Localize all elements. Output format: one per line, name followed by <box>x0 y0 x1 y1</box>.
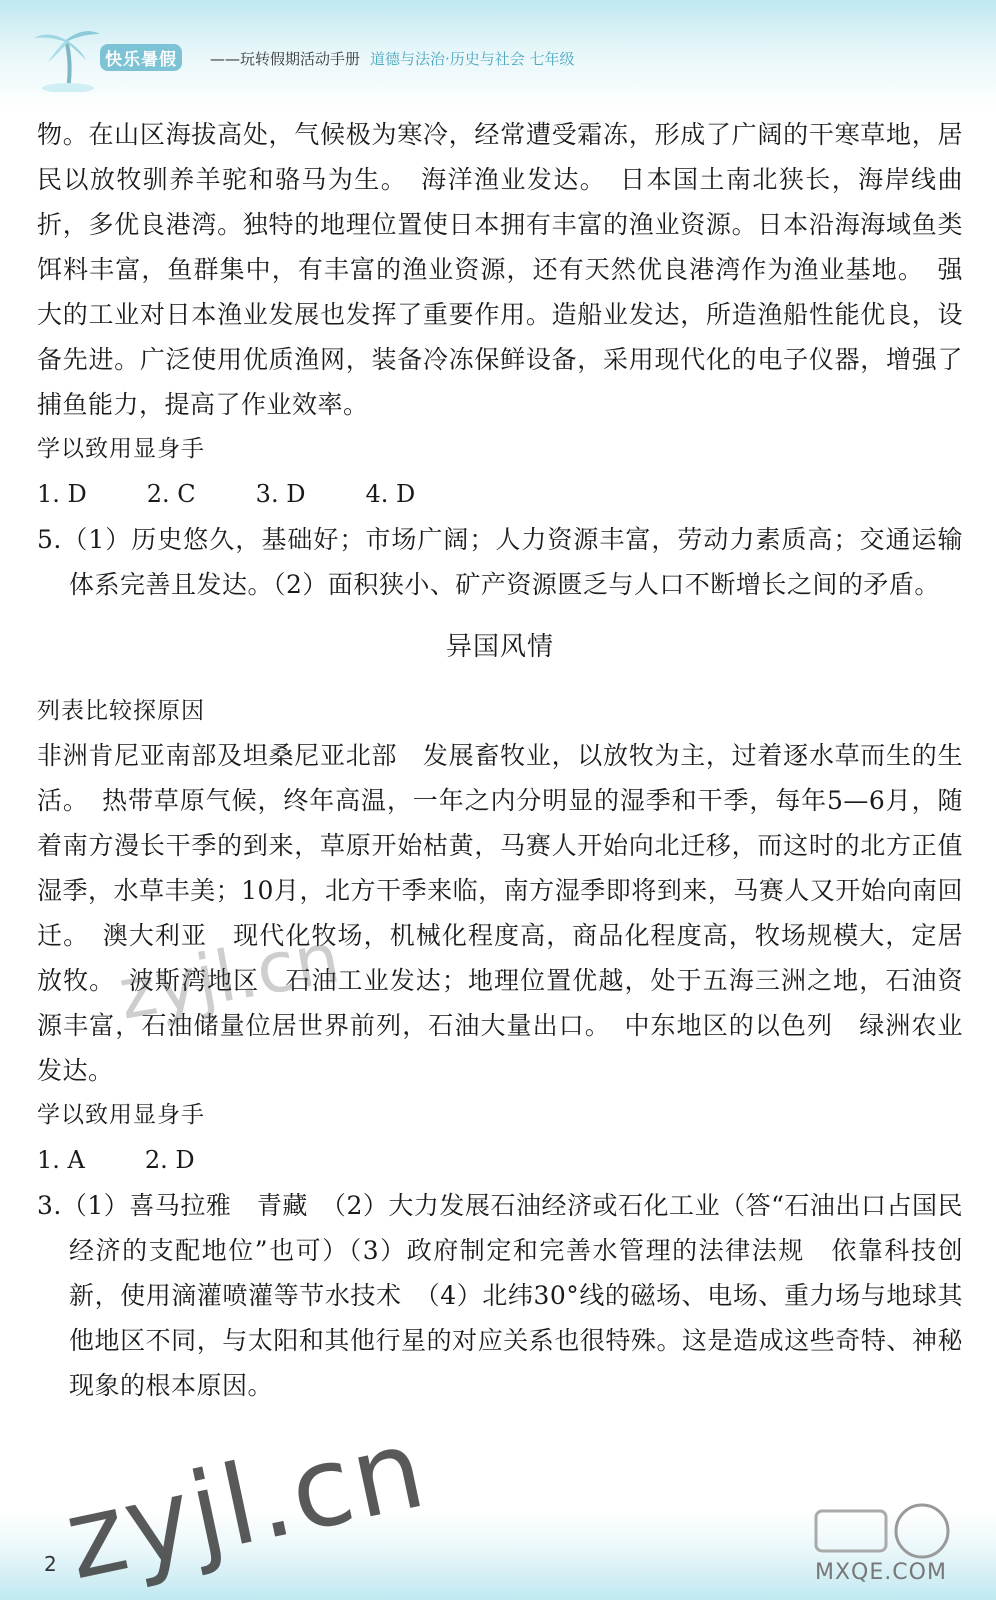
answer-1: 1. D <box>37 480 87 508</box>
section1-exercise-label: 学以致用显身手 <box>37 436 205 462</box>
section2-title: 异国风情 <box>445 632 554 662</box>
watermark-corner: MXQE.COM <box>815 1560 947 1585</box>
watermark-main: zyjl.cn <box>54 1403 437 1604</box>
section2-paragraph: 非洲肯尼亚南部及坦桑尼亚北部 发展畜牧业，以放牧为主，过着逐水草而生的生活。 热带草原气候，终年高温，一年之内分明显的湿季和干季，每年5—6月，随着南方漫长干季的到来，草原开始枯黄，马赛人开始向北迁移，而这时的北方正值湿季，水草丰美；10月，北方干季来临，南方湿季即将到来，马赛人又开始向南回迁。 澳大利亚 现代化牧场，机械化程度高，商品化程度高，牧场规模大，定居放牧。 波斯湾地区 石油工业发达；地理位置优越，处于五海三洲之地，石油资源丰富，石油储量位居世界前列，石油大量出口。 中东地区的以色列 绿洲农业发达。 <box>37 741 963 1085</box>
subject-grade: 道德与法治·历史与社会 七年级 <box>370 50 575 68</box>
section2-exercise-label: 学以致用显身手 <box>37 1102 205 1128</box>
page-content <box>37 112 963 1408</box>
section2-item-3: 3.（1）喜马拉雅 青藏 （2）大力发展石油经济或石化工业（答“石油出口占国民经济的支配地位”也可）（3）政府制定和完善水管理的法律法规 依靠科技创新，使用滴灌喷灌等节水技术 （4）北纬30°线的磁场、电场、重力场与地球其他地区不同，与太阳和其他行星的对应关系也很特殊。这是造成这些奇特、神秘现象的根本原因。 <box>37 1191 963 1400</box>
page-number: 2 <box>44 1552 57 1576</box>
answer-2: 2. D <box>144 1146 195 1174</box>
answer-1: 1. A <box>37 1146 85 1174</box>
answer-3: 3. D <box>255 480 306 508</box>
logo-text: 快乐暑假 <box>100 44 182 71</box>
header-subtitle <box>210 48 575 69</box>
answer-4: 4. D <box>365 480 416 508</box>
watermark-mid: zyjl.cn <box>112 916 346 1036</box>
section2-compare-label: 列表比较探原因 <box>37 698 205 724</box>
answer-2: 2. C <box>146 480 196 508</box>
section1-item-5: 5.（1）历史悠久，基础好；市场广阔；人力资源丰富，劳动力素质高；交通运输体系完善且发达。（2）面积狭小、矿产资源匮乏与人口不断增长之间的矛盾。 <box>37 525 963 599</box>
book-subtitle: ——玩转假期活动手册 <box>210 50 361 68</box>
section1-paragraph: 物。在山区海拔高处，气候极为寒冷，经常遭受霜冻，形成了广阔的干寒草地，居民以放牧驯养羊驼和骆马为生。 海洋渔业发达。 日本国土南北狭长，海岸线曲折，多优良港湾。独特的地理位置使日本拥有丰富的渔业资源。日本沿海海域鱼类饵料丰富，鱼群集中，有丰富的渔业资源，还有天然优良港湾作为渔业基地。 强大的工业对日本渔业发展也发挥了重要作用。造船业发达，所造渔船性能优良，设备先进。广泛使用优质渔网，装备冷冻保鲜设备，采用现代化的电子仪器，增强了捕鱼能力，提高了作业效率。 <box>37 120 963 419</box>
section1-answers <box>37 471 963 517</box>
section2-answers <box>37 1137 963 1183</box>
